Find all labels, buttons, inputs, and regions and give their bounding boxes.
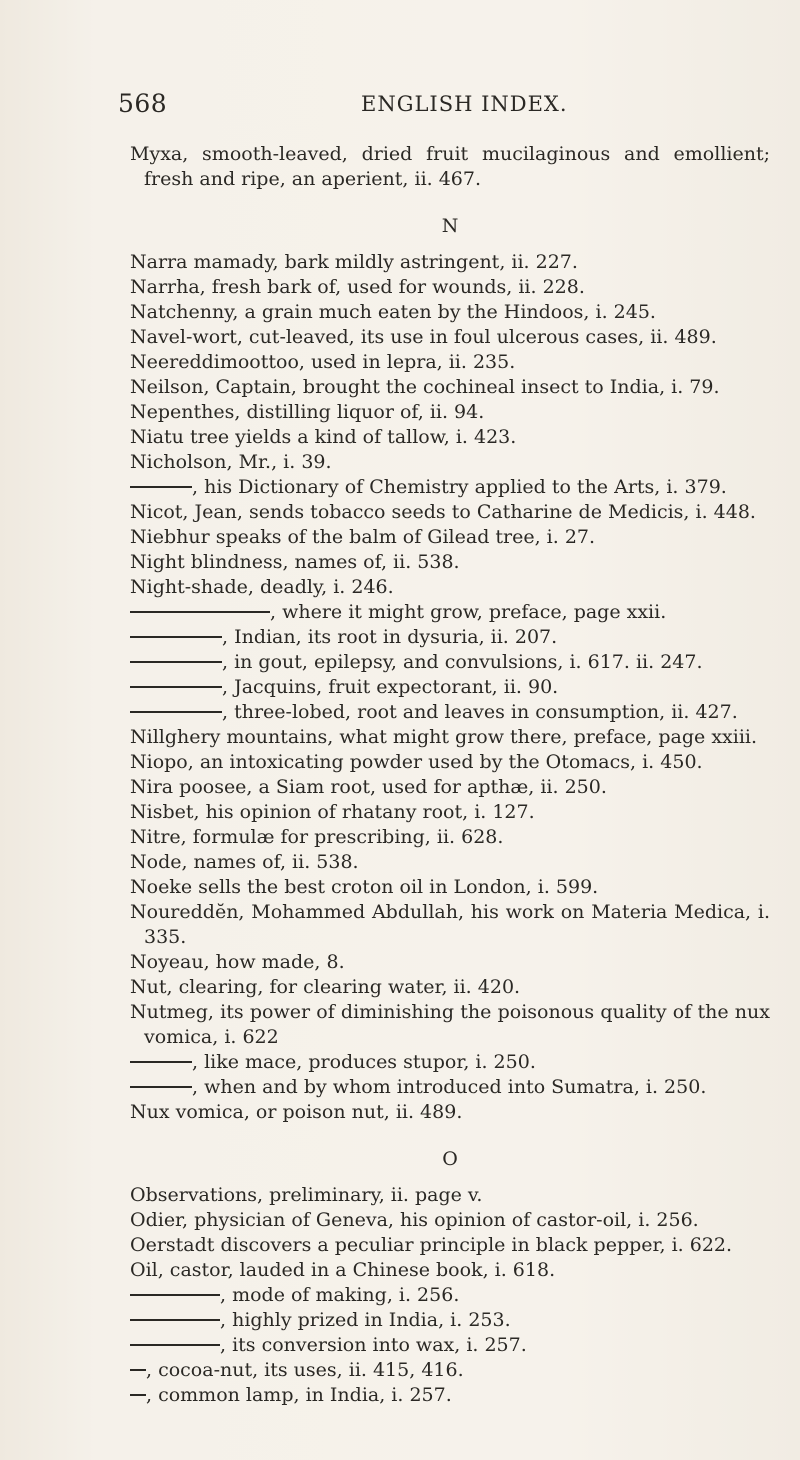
index-subentry: , its conversion into wax, i. 257.	[130, 1333, 770, 1358]
ditto-dash	[130, 1294, 220, 1296]
index-subentry: , mode of making, i. 256.	[130, 1283, 770, 1308]
ditto-dash	[130, 1319, 220, 1321]
index-subentry: , his Dictionary of Chemistry applied to the Arts, i. 379.	[130, 475, 770, 500]
index-entry: Nillghery mountains, what might grow there, preface, page xxiii.	[130, 726, 758, 748]
index-entry: Nut, clearing, for clearing water, ii. 420.	[130, 976, 521, 998]
page-number: 568	[118, 89, 168, 118]
index-entry: Noureddĕn, Mohammed Abdullah, his work on Materia Medica, i. 335.	[130, 901, 770, 948]
index-entry: Night blindness, names of, ii. 538.	[130, 551, 460, 573]
ditto-dash	[130, 1369, 146, 1371]
index-entry: Nicot, Jean, sends tobacco seeds to Catharine de Medicis, i. 448.	[130, 501, 756, 523]
index-entry: Nira poosee, a Siam root, used for apthæ, ii. 250.	[130, 776, 607, 798]
ditto-dash	[130, 1086, 192, 1088]
index-entry: Nisbet, his opinion of rhatany root, i. 127.	[130, 801, 535, 823]
index-subentry: , when and by whom introduced into Sumatra, i. 250.	[130, 1075, 770, 1100]
index-subentry: , Jacquins, fruit expectorant, ii. 90.	[130, 675, 770, 700]
index-entry: Oerstadt discovers a peculiar principle in black pepper, i. 622.	[130, 1234, 733, 1256]
index-entry: Narra mamady, bark mildly astringent, ii. 227.	[130, 251, 578, 273]
index-entry: Noeke sells the best croton oil in London, i. 599.	[130, 876, 599, 898]
ditto-dash	[130, 636, 222, 638]
index-subentry: , three-lobed, root and leaves in consumption, ii. 427.	[130, 700, 770, 725]
index-entry: Neilson, Captain, brought the cochineal insect to India, i. 79.	[130, 376, 720, 398]
index-text	[130, 142, 770, 1408]
ditto-dash	[130, 661, 222, 663]
index-entry: Niatu tree yields a kind of tallow, i. 423.	[130, 426, 517, 448]
index-subentry: , in gout, epilepsy, and convulsions, i. 617. ii. 247.	[130, 650, 770, 675]
index-entry: Narrha, fresh bark of, used for wounds, ii. 228.	[130, 276, 585, 298]
index-entry: Noyeau, how made, 8.	[130, 951, 345, 973]
index-subentry: , highly prized in India, i. 253.	[130, 1308, 770, 1333]
ditto-dash	[130, 711, 222, 713]
ditto-dash	[130, 611, 270, 613]
index-subentry: , Indian, its root in dysuria, ii. 207.	[130, 625, 770, 650]
section-letter-n: N	[441, 215, 459, 237]
index-entry: Navel-wort, cut-leaved, its use in foul ulcerous cases, ii. 489.	[130, 326, 717, 348]
index-entry: Nepenthes, distilling liquor of, ii. 94.	[130, 401, 485, 423]
ditto-dash	[130, 1394, 146, 1396]
index-entry: Nux vomica, or poison nut, ii. 489.	[130, 1101, 463, 1123]
index-entry: Niopo, an intoxicating powder used by the Otomacs, i. 450.	[130, 751, 703, 773]
index-entry: Nitre, formulæ for prescribing, ii. 628.	[130, 826, 504, 848]
ditto-dash	[130, 1344, 220, 1346]
index-entry: Odier, physician of Geneva, his opinion of castor-oil, i. 256.	[130, 1209, 699, 1231]
ditto-dash	[130, 686, 222, 688]
index-subentry: , common lamp, in India, i. 257.	[130, 1383, 770, 1408]
index-entry: Oil, castor, lauded in a Chinese book, i. 618.	[130, 1259, 556, 1281]
index-subentry: , cocoa-nut, its uses, ii. 415, 416.	[130, 1358, 770, 1383]
running-head: ENGLISH INDEX.	[361, 92, 568, 116]
index-subentry: , where it might grow, preface, page xxii.	[130, 600, 770, 625]
index-subentry: , like mace, produces stupor, i. 250.	[130, 1050, 770, 1075]
index-entry: Node, names of, ii. 538.	[130, 851, 359, 873]
ditto-dash	[130, 486, 192, 488]
index-entry: Nicholson, Mr., i. 39.	[130, 451, 332, 473]
index-entry: Natchenny, a grain much eaten by the Hindoos, i. 245.	[130, 301, 656, 323]
index-entry: Niebhur speaks of the balm of Gilead tree, i. 27.	[130, 526, 596, 548]
page-header	[118, 86, 678, 122]
index-entry: Neereddimoottoo, used in lepra, ii. 235.	[130, 351, 516, 373]
section-letter-o: O	[442, 1148, 458, 1170]
index-entry: Observations, preliminary, ii. page v.	[130, 1184, 483, 1206]
ditto-dash	[130, 1061, 192, 1063]
index-entry: Nutmeg, its power of diminishing the poisonous quality of the nux vomica, i. 622	[130, 1001, 770, 1048]
index-entry: Myxa, smooth-leaved, dried fruit mucilaginous and emollient; fresh and ripe, an aperient, ii. 467.	[130, 143, 770, 190]
index-entry: Night-shade, deadly, i. 246.	[130, 576, 394, 598]
